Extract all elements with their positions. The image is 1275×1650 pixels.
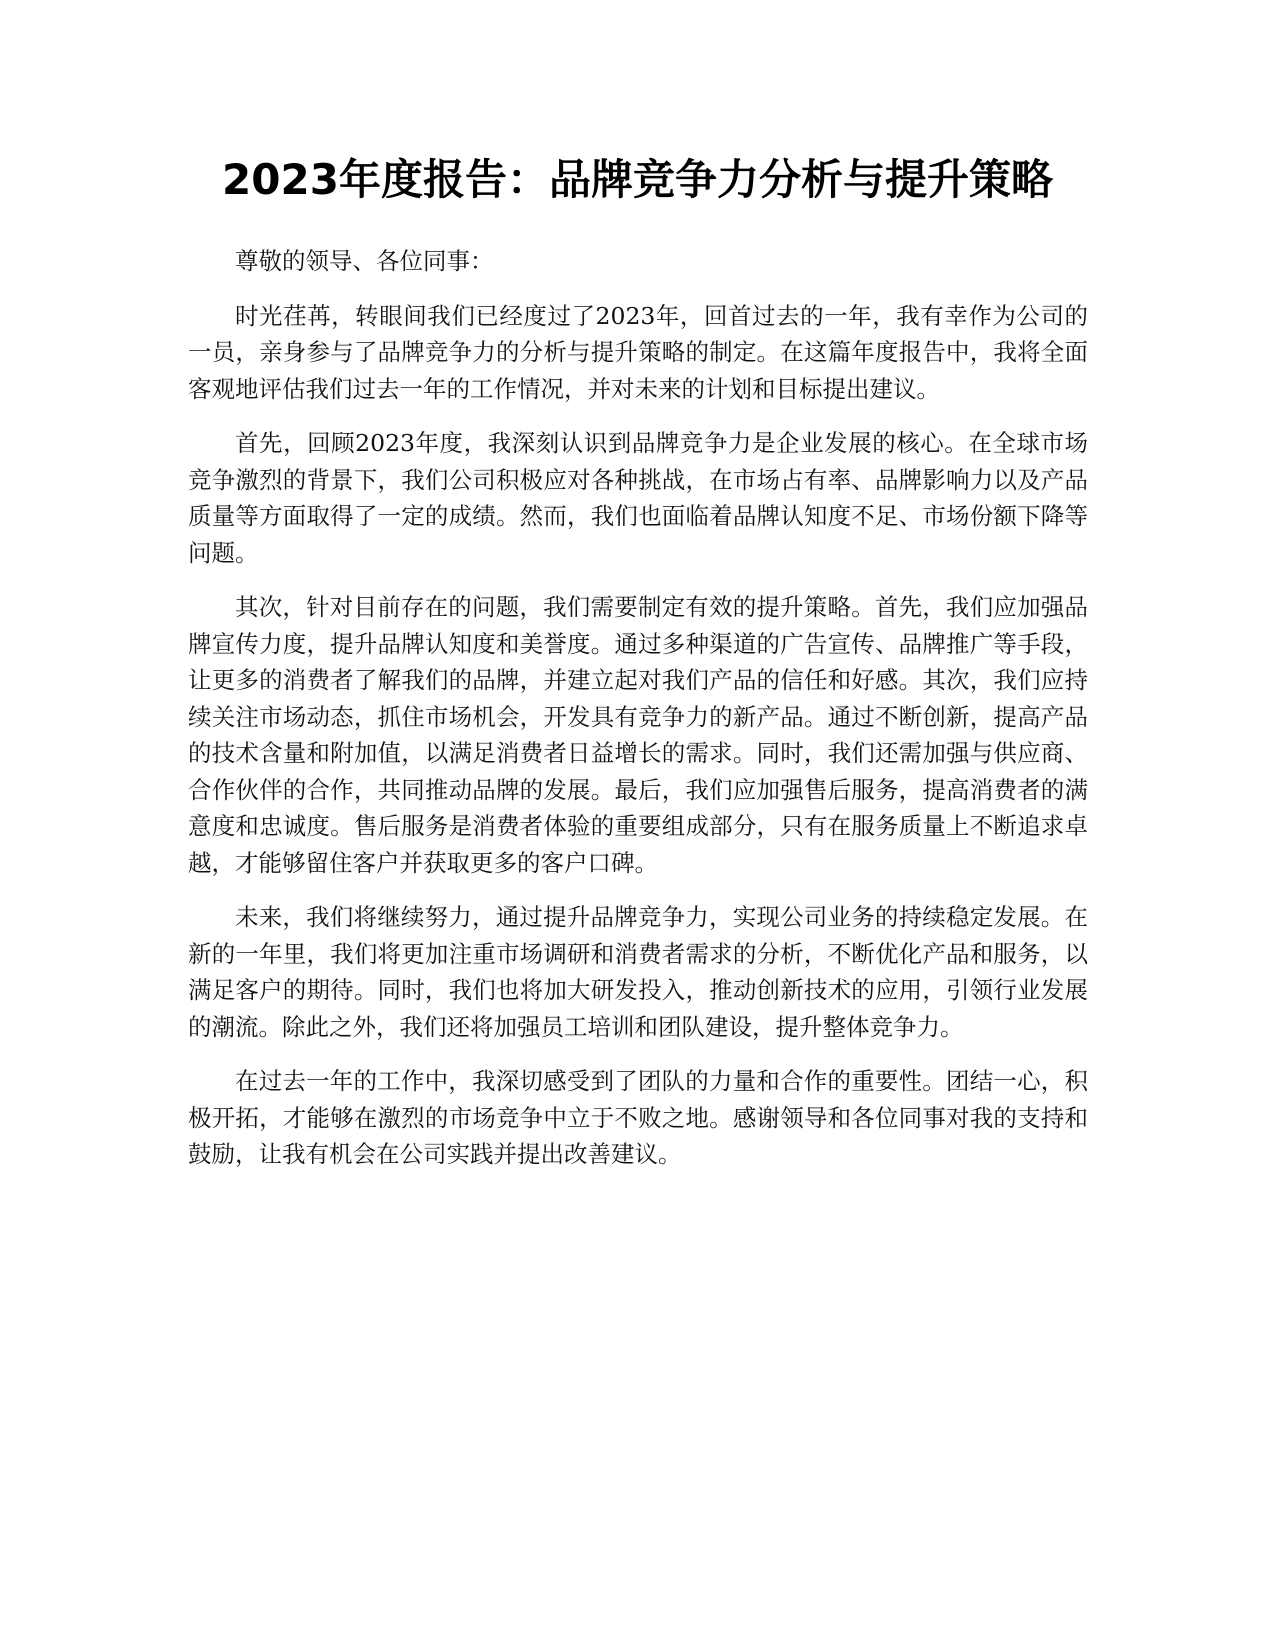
document-body: [188, 243, 1088, 1191]
paragraph-2: 首先，回顾2023年度，我深刻认识到品牌竞争力是企业发展的核心。在全球市场竞争激烈的背景下，我们公司积极应对各种挑战，在市场占有率、品牌影响力以及产品质量等方面取得了一定的成绩。然而，我们也面临着品牌认知度不足、市场份额下降等问题。: [188, 429, 1088, 567]
paragraph-1: 时光荏苒，转眼间我们已经度过了2023年，回首过去的一年，我有幸作为公司的一员，亲身参与了品牌竞争力的分析与提升策略的制定。在这篇年度报告中，我将全面客观地评估我们过去一年的工作情况，并对未来的计划和目标提出建议。: [188, 301, 1088, 403]
paragraph-5: 在过去一年的工作中，我深切感受到了团队的力量和合作的重要性。团结一心，积极开拓，才能够在激烈的市场竞争中立于不败之地。感谢领导和各位同事对我的支持和鼓励，让我有机会在公司实践并提出改善建议。: [188, 1067, 1088, 1168]
salutation: 尊敬的领导、各位同事：: [235, 247, 494, 275]
document-title: 2023年度报告：品牌竞争力分析与提升策略: [222, 155, 1053, 204]
paragraph-4: 未来，我们将继续努力，通过提升品牌竞争力，实现公司业务的持续稳定发展。在新的一年里，我们将更加注重市场调研和消费者需求的分析，不断优化产品和服务，以满足客户的期待。同时，我们也将加大研发投入，推动创新技术的应用，引领行业发展的潮流。除此之外，我们还将加强员工培训和团队建设，提升整体竞争力。: [188, 903, 1088, 1041]
paragraph-3: 其次，针对目前存在的问题，我们需要制定有效的提升策略。首先，我们应加强品牌宣传力度，提升品牌认知度和美誉度。通过多种渠道的广告宣传、品牌推广等手段，让更多的消费者了解我们的品牌，并建立起对我们产品的信任和好感。其次，我们应持续关注市场动态，抓住市场机会，开发具有竞争力的新产品。通过不断创新，提高产品的技术含量和附加值，以满足消费者日益增长的需求。同时，我们还需加强与供应商、合作伙伴的合作，共同推动品牌的发展。最后，我们应加强售后服务，提高消费者的满意度和忠诚度。售后服务是消费者体验的重要组成部分，只有在服务质量上不断追求卓越，才能够留住客户并获取更多的客户口碑。: [188, 593, 1088, 877]
